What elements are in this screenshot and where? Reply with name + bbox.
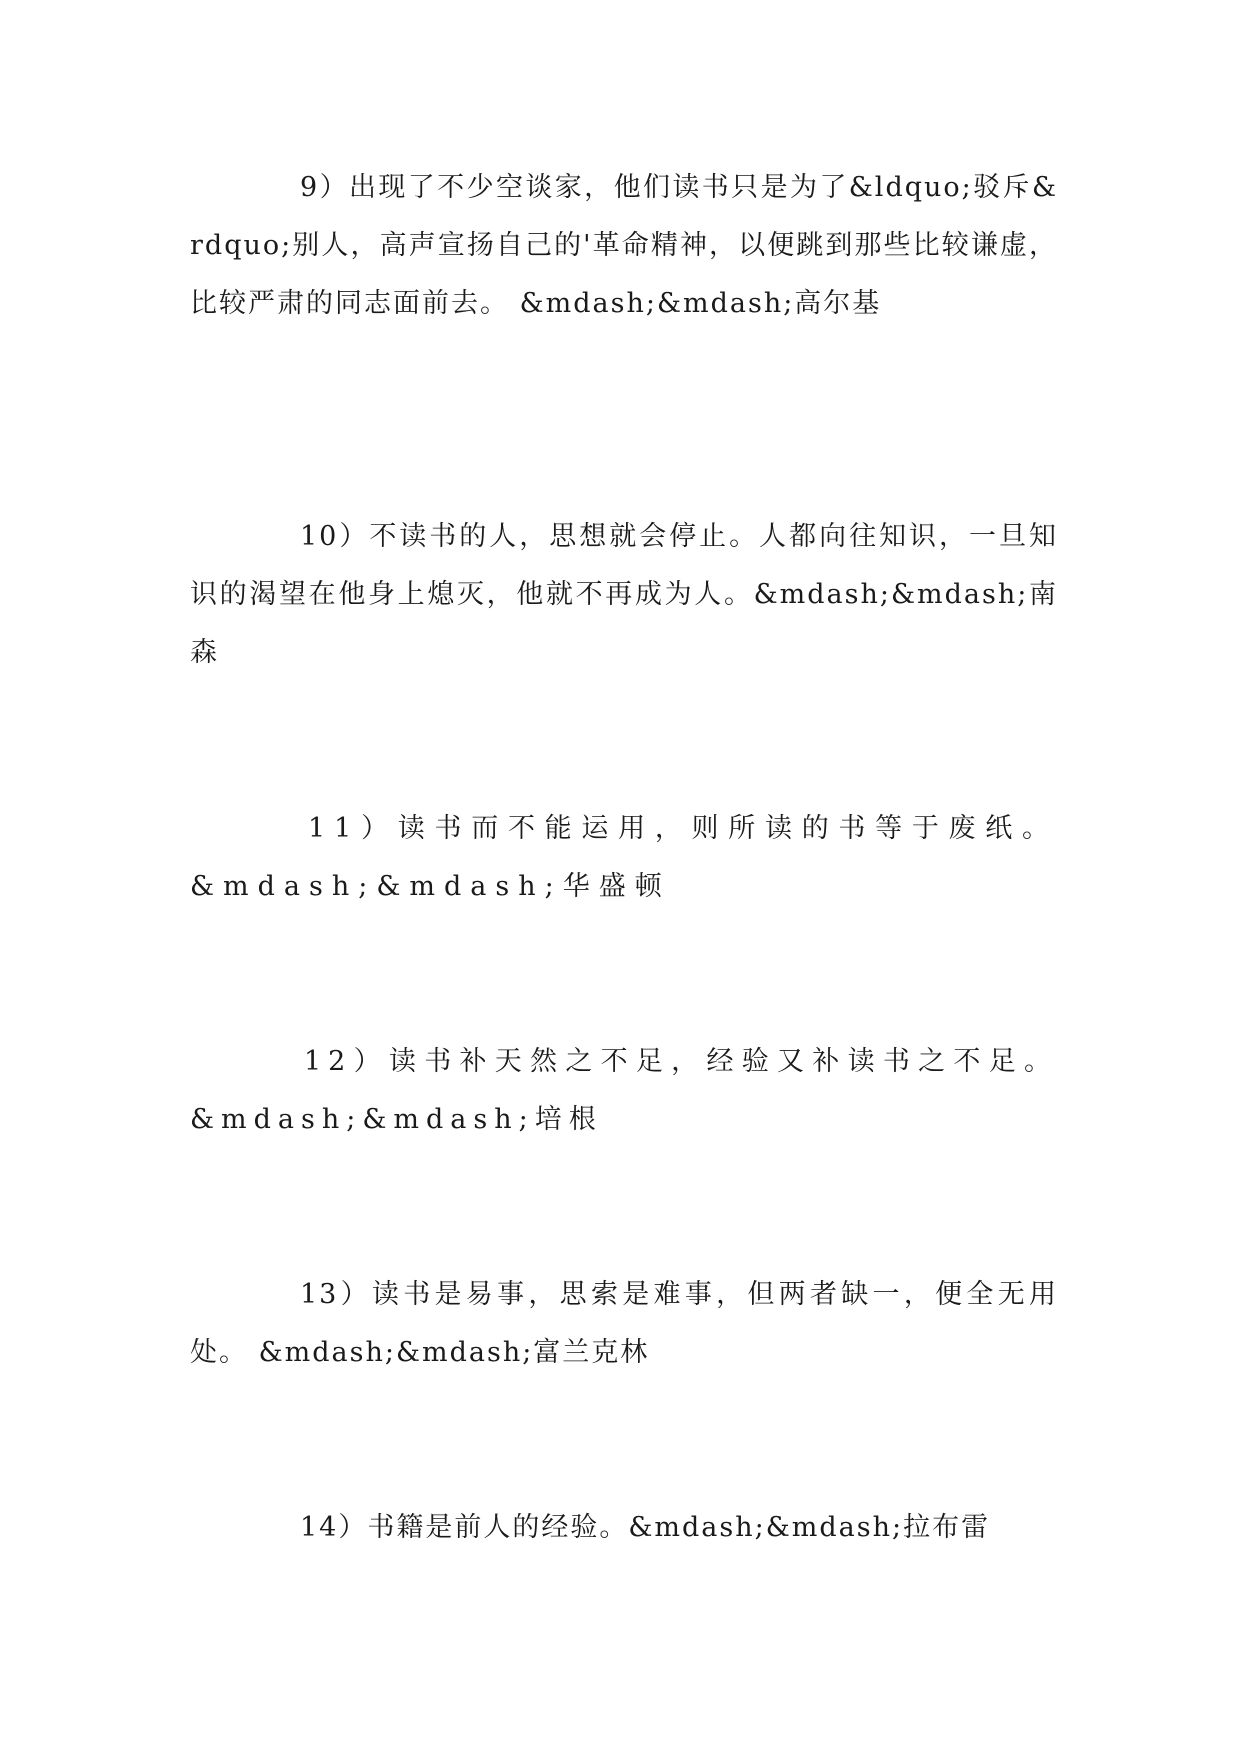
quote-paragraph-9: 9）出现了不少空谈家，他们读书只是为了&ldquo;驳斥&rdquo;别人，高声宣扬自己的'革命精神，以便跳到那些比较谦虚，比较严肃的同志面前去。 &mdash;&mdash;高尔基 <box>190 172 1058 319</box>
quote-paragraph-14: 14）书籍是前人的经验。&mdash;&mdash;拉布雷 <box>300 1512 991 1543</box>
quote-paragraph-13: 13）读书是易事，思索是难事，但两者缺一，便全无用处。 &mdash;&mdash;富兰克林 <box>190 1279 1058 1368</box>
quote-paragraph-11: 11）读书而不能运用，则所读的书等于废纸。&mdash;&mdash;华盛顿 <box>190 813 1058 902</box>
quote-paragraph-12: 12）读书补天然之不足，经验又补读书之不足。&mdash;&mdash;培根 <box>190 1046 1058 1135</box>
quote-paragraph-10: 10）不读书的人，思想就会停止。人都向往知识，一旦知识的渴望在他身上熄灭，他就不再成为人。&mdash;&mdash;南森 <box>190 521 1058 668</box>
